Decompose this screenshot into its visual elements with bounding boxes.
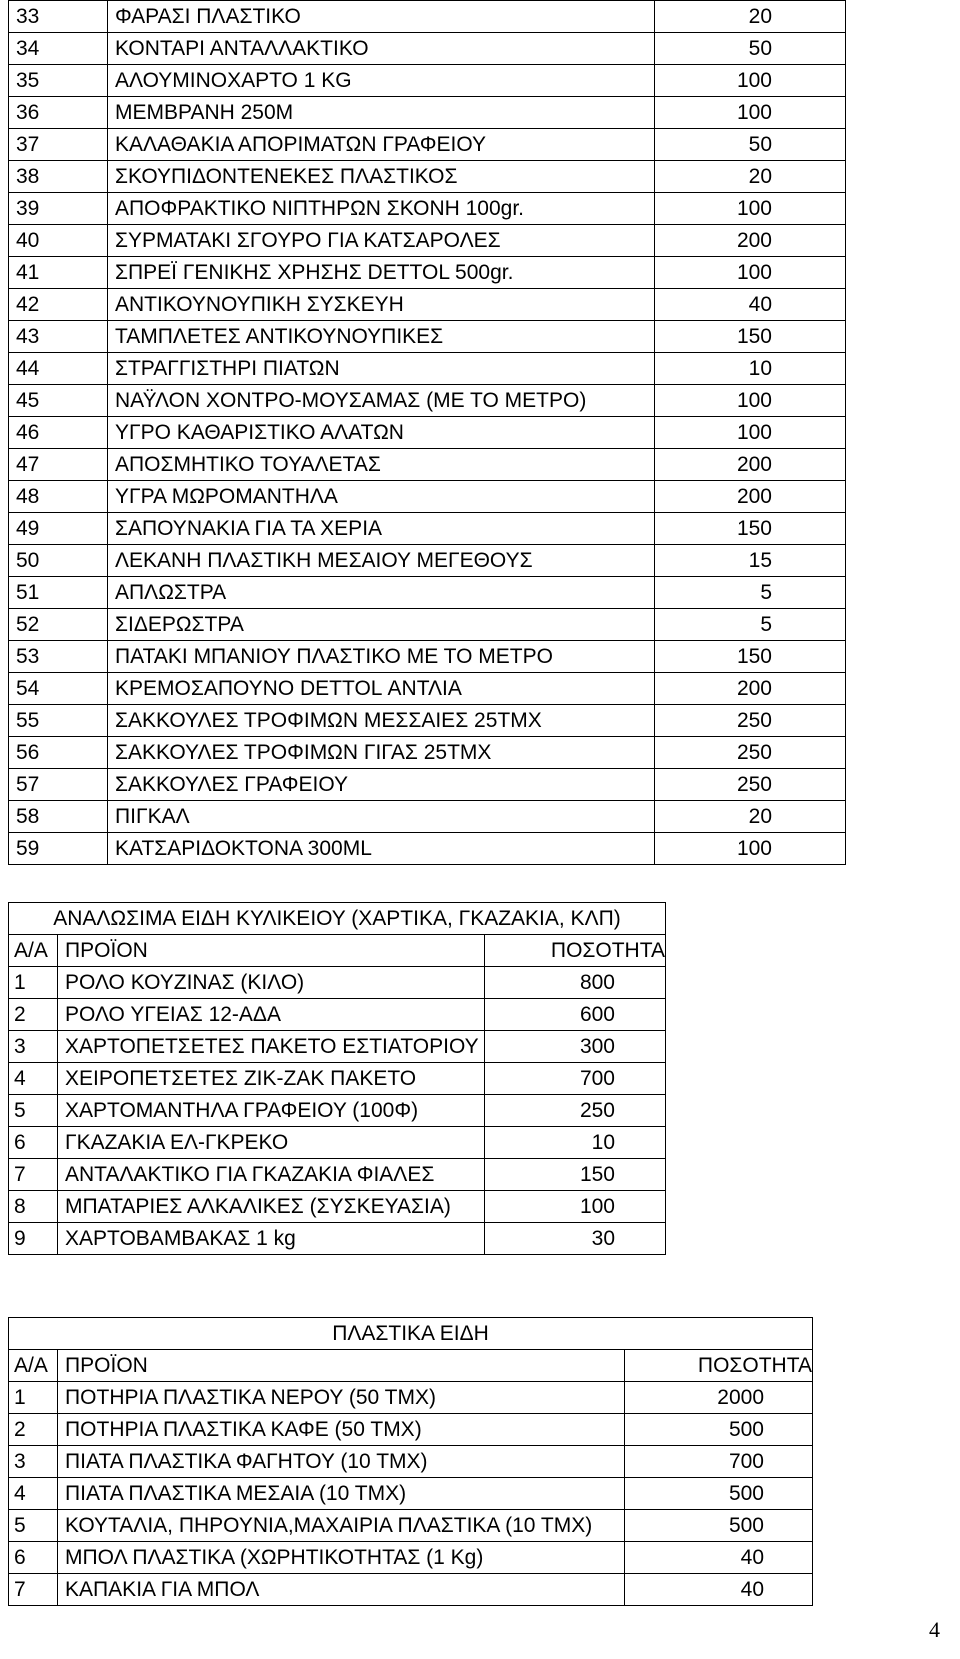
row-item: ΣΙΔΕΡΩΣΤΡΑ [108,609,655,641]
row-quantity: 250 [485,1095,666,1127]
row-number: 6 [9,1542,58,1574]
row-number: 58 [9,801,108,833]
row-item: ΣΑΚΚΟΥΛΕΣ ΤΡΟΦΙΜΩΝ ΓΙΓΑΣ 25ΤΜΧ [108,737,655,769]
table-row [9,833,846,865]
row-item: ΧΑΡΤΟΒΑΜΒΑΚΑΣ 1 kg [58,1223,485,1255]
row-number: 36 [9,97,108,129]
row-quantity: 150 [655,641,846,673]
row-item: ΠΑΤΑΚΙ ΜΠΑΝΙΟΥ ΠΛΑΣΤΙΚΟ ΜΕ ΤΟ ΜΕΤΡΟ [108,641,655,673]
row-quantity: 250 [655,737,846,769]
row-quantity: 500 [625,1414,813,1446]
row-number: 39 [9,193,108,225]
canteen-consumables-table [8,902,666,1255]
row-number: 49 [9,513,108,545]
row-number: 53 [9,641,108,673]
row-number: 40 [9,225,108,257]
row-item: ΣΚΟΥΠΙΔΟΝΤΕΝΕΚΕΣ ΠΛΑΣΤΙΚΟΣ [108,161,655,193]
table-row [9,1,846,33]
table-row [9,1446,813,1478]
table-row [9,321,846,353]
table-row [9,609,846,641]
row-number: 6 [9,1127,58,1159]
table-row [9,65,846,97]
row-number: 54 [9,673,108,705]
table-row [9,1095,666,1127]
row-number: 4 [9,1478,58,1510]
row-item: ΠΟΤΗΡΙΑ ΠΛΑΣΤΙΚΑ ΚΑΦΕ (50 ΤΜΧ) [58,1414,625,1446]
table-row [9,545,846,577]
row-quantity: 20 [655,801,846,833]
row-item: ΜΕΜΒΡΑΝΗ 250Μ [108,97,655,129]
row-number: 44 [9,353,108,385]
row-quantity: 2000 [625,1382,813,1414]
header-no: Α/Α [9,1350,58,1382]
table-row [9,97,846,129]
row-quantity: 100 [655,385,846,417]
table-row [9,999,666,1031]
page-number: 4 [929,1617,940,1642]
row-item: ΥΓΡΟ ΚΑΘΑΡΙΣΤΙΚΟ ΑΛΑΤΩΝ [108,417,655,449]
row-quantity: 100 [655,257,846,289]
row-number: 42 [9,289,108,321]
row-number: 45 [9,385,108,417]
row-quantity: 40 [625,1574,813,1606]
row-item: ΠΙΑΤΑ ΠΛΑΣΤΙΚΑ ΜΕΣΑΙΑ (10 ΤΜΧ) [58,1478,625,1510]
row-quantity: 40 [625,1542,813,1574]
header-no: Α/Α [9,935,58,967]
row-quantity: 150 [655,513,846,545]
header-item: ΠΡΟΪΟΝ [58,1350,625,1382]
row-quantity: 20 [655,161,846,193]
row-quantity: 100 [485,1191,666,1223]
row-number: 3 [9,1031,58,1063]
row-item: ΚΑΠΑΚΙΑ ΓΙΑ ΜΠΟΛ [58,1574,625,1606]
row-quantity: 200 [655,225,846,257]
table-row [9,673,846,705]
row-number: 7 [9,1159,58,1191]
table-row [9,1510,813,1542]
row-item: ΣΑΠΟΥΝΑΚΙΑ ΓΙΑ ΤΑ ΧΕΡΙΑ [108,513,655,545]
row-quantity: 500 [625,1510,813,1542]
row-number: 1 [9,1382,58,1414]
row-number: 43 [9,321,108,353]
table-row [9,225,846,257]
row-quantity: 15 [655,545,846,577]
header-qty: ΠΟΣΟΤΗΤΑ [625,1350,813,1382]
row-item: ΚΑΤΣΑΡΙΔΟΚΤΟΝΑ 300ML [108,833,655,865]
table-row [9,1574,813,1606]
row-quantity: 40 [655,289,846,321]
row-number: 9 [9,1223,58,1255]
row-quantity: 10 [485,1127,666,1159]
row-number: 57 [9,769,108,801]
table-header-row [9,1350,813,1382]
row-item: ΜΠΟΛ ΠΛΑΣΤΙΚΑ (ΧΩΡΗΤΙΚΟΤΗΤΑΣ (1 Kg) [58,1542,625,1574]
row-quantity: 600 [485,999,666,1031]
row-quantity: 200 [655,673,846,705]
header-qty: ΠΟΣΟΤΗΤΑ [485,935,666,967]
row-item: ΧΕΙΡΟΠΕΤΣΕΤΕΣ ΖΙΚ-ΖΑΚ ΠΑΚΕΤΟ [58,1063,485,1095]
row-item: ΑΠΛΩΣΤΡΑ [108,577,655,609]
row-item: ΧΑΡΤΟΜΑΝΤΗΛΑ ΓΡΑΦΕΙΟΥ (100Φ) [58,1095,485,1127]
row-item: ΓΚΑΖΑΚΙΑ ΕΛ-ΓΚΡΕΚΟ [58,1127,485,1159]
row-item: ΠΙΑΤΑ ΠΛΑΣΤΙΚΑ ΦΑΓΗΤΟΥ (10 ΤΜΧ) [58,1446,625,1478]
row-quantity: 700 [625,1446,813,1478]
row-item: ΚΟΝΤΑΡΙ ΑΝΤΑΛΛΑΚΤΙΚΟ [108,33,655,65]
row-number: 2 [9,1414,58,1446]
row-number: 4 [9,1063,58,1095]
row-quantity: 100 [655,417,846,449]
table-row [9,801,846,833]
row-number: 5 [9,1510,58,1542]
table-row [9,193,846,225]
row-number: 46 [9,417,108,449]
row-quantity: 500 [625,1478,813,1510]
table-row [9,1127,666,1159]
row-quantity: 30 [485,1223,666,1255]
row-number: 37 [9,129,108,161]
table-row [9,577,846,609]
row-item: ΑΠΟΣΜΗΤΙΚΟ ΤΟΥΑΛΕΤΑΣ [108,449,655,481]
table-row [9,1191,666,1223]
table-header-row [9,935,666,967]
row-item: ΑΝΤΑΛΑΚΤΙΚΟ ΓΙΑ ΓΚΑΖΑΚΙΑ ΦΙΑΛΕΣ [58,1159,485,1191]
row-quantity: 100 [655,97,846,129]
row-item: ΚΡΕΜΟΣΑΠΟΥΝΟ DETTOL ΑΝΤΛΙΑ [108,673,655,705]
row-item: ΧΑΡΤΟΠΕΤΣΕΤΕΣ ΠΑΚΕΤΟ ΕΣΤΙΑΤΟΡΙΟΥ [58,1031,485,1063]
row-number: 35 [9,65,108,97]
row-quantity: 200 [655,481,846,513]
table-row [9,161,846,193]
row-quantity: 300 [485,1031,666,1063]
row-quantity: 150 [485,1159,666,1191]
row-number: 5 [9,1095,58,1127]
table-row [9,129,846,161]
row-item: ΑΝΤΙΚΟΥΝΟΥΠΙΚΗ ΣΥΣΚΕΥΗ [108,289,655,321]
row-quantity: 100 [655,833,846,865]
row-item: ΥΓΡΑ ΜΩΡΟΜΑΝΤΗΛΑ [108,481,655,513]
row-number: 7 [9,1574,58,1606]
row-number: 8 [9,1191,58,1223]
table-row [9,769,846,801]
row-number: 50 [9,545,108,577]
row-quantity: 50 [655,129,846,161]
row-quantity: 10 [655,353,846,385]
row-item: ΠΟΤΗΡΙΑ ΠΛΑΣΤΙΚΑ ΝΕΡΟΥ (50 ΤΜΧ) [58,1382,625,1414]
row-quantity: 150 [655,321,846,353]
plastic-items-table [8,1317,813,1606]
table-row [9,33,846,65]
table-row [9,1063,666,1095]
row-number: 51 [9,577,108,609]
row-item: ΣΠΡΕΪ ΓΕΝΙΚΗΣ ΧΡΗΣΗΣ DETTOL 500gr. [108,257,655,289]
header-item: ΠΡΟΪΟΝ [58,935,485,967]
row-item: ΝΑΫΛΟΝ ΧΟΝΤΡΟ-ΜΟΥΣΑΜΑΣ (ΜΕ ΤΟ ΜΕΤΡΟ) [108,385,655,417]
row-quantity: 100 [655,65,846,97]
row-item: ΣΑΚΚΟΥΛΕΣ ΤΡΟΦΙΜΩΝ ΜΕΣΣΑΙΕΣ 25ΤΜΧ [108,705,655,737]
row-quantity: 5 [655,577,846,609]
row-quantity: 20 [655,1,846,33]
row-quantity: 250 [655,705,846,737]
row-number: 52 [9,609,108,641]
row-item: ΛΕΚΑΝΗ ΠΛΑΣΤΙΚΗ ΜΕΣΑΙΟΥ ΜΕΓΕΘΟΥΣ [108,545,655,577]
row-number: 41 [9,257,108,289]
table-row [9,417,846,449]
row-number: 56 [9,737,108,769]
row-quantity: 50 [655,33,846,65]
table-row [9,1031,666,1063]
row-quantity: 800 [485,967,666,999]
row-number: 48 [9,481,108,513]
row-item: ΣΤΡΑΓΓΙΣΤΗΡΙ ΠΙΑΤΩΝ [108,353,655,385]
row-item: ΡΟΛΟ ΥΓΕΙΑΣ 12-ΑΔΑ [58,999,485,1031]
row-item: ΑΛΟΥΜΙΝΟΧΑΡΤΟ 1 KG [108,65,655,97]
table-row [9,1478,813,1510]
row-item: ΣΥΡΜΑΤΑΚΙ ΣΓΟΥΡΟ ΓΙΑ ΚΑΤΣΑΡΟΛΕΣ [108,225,655,257]
table-title-row [9,1318,813,1350]
row-number: 38 [9,161,108,193]
table-row [9,1382,813,1414]
table-row [9,1414,813,1446]
row-quantity: 700 [485,1063,666,1095]
row-number: 59 [9,833,108,865]
table-row [9,289,846,321]
table-row [9,1223,666,1255]
row-number: 2 [9,999,58,1031]
supplies-table-continued [8,0,846,865]
table-row [9,385,846,417]
row-number: 1 [9,967,58,999]
row-item: ΚΑΛΑΘΑΚΙΑ ΑΠΟΡΙΜΑΤΩΝ ΓΡΑΦΕΙΟΥ [108,129,655,161]
row-item: ΠΙΓΚΑΛ [108,801,655,833]
table-row [9,737,846,769]
table-title: ΑΝΑΛΩΣΙΜΑ ΕΙΔΗ ΚΥΛΙΚΕΙΟΥ (ΧΑΡΤΙΚΑ, ΓΚΑΖΑΚΙΑ, ΚΛΠ) [9,903,666,935]
table-row [9,353,846,385]
row-number: 3 [9,1446,58,1478]
table-row [9,257,846,289]
table-row [9,1159,666,1191]
table-row [9,513,846,545]
table-title-row [9,903,666,935]
row-item: ΜΠΑΤΑΡΙΕΣ ΑΛΚΑΛΙΚΕΣ (ΣΥΣΚΕΥΑΣΙΑ) [58,1191,485,1223]
table-row [9,641,846,673]
table-row [9,705,846,737]
table-row [9,1542,813,1574]
row-item: ΡΟΛΟ ΚΟΥΖΙΝΑΣ (ΚΙΛΟ) [58,967,485,999]
row-quantity: 100 [655,193,846,225]
row-item: ΣΑΚΚΟΥΛΕΣ ΓΡΑΦΕΙΟΥ [108,769,655,801]
row-number: 55 [9,705,108,737]
table-title: ΠΛΑΣΤΙΚΑ ΕΙΔΗ [9,1318,813,1350]
row-number: 33 [9,1,108,33]
row-number: 47 [9,449,108,481]
row-quantity: 5 [655,609,846,641]
row-item: ΦΑΡΑΣΙ ΠΛΑΣΤΙΚΟ [108,1,655,33]
row-item: ΚΟΥΤΑΛΙΑ, ΠΗΡΟΥΝΙΑ,ΜΑΧΑΙΡΙΑ ΠΛΑΣΤΙΚΑ (10 ΤΜΧ) [58,1510,625,1542]
table-row [9,449,846,481]
table-row [9,481,846,513]
table-row [9,967,666,999]
row-quantity: 250 [655,769,846,801]
row-item: ΑΠΟΦΡΑΚΤΙΚΟ ΝΙΠΤΗΡΩΝ ΣΚΟΝΗ 100gr. [108,193,655,225]
row-item: ΤΑΜΠΛΕΤΕΣ ΑΝΤΙΚΟΥΝΟΥΠΙΚΕΣ [108,321,655,353]
row-quantity: 200 [655,449,846,481]
row-number: 34 [9,33,108,65]
